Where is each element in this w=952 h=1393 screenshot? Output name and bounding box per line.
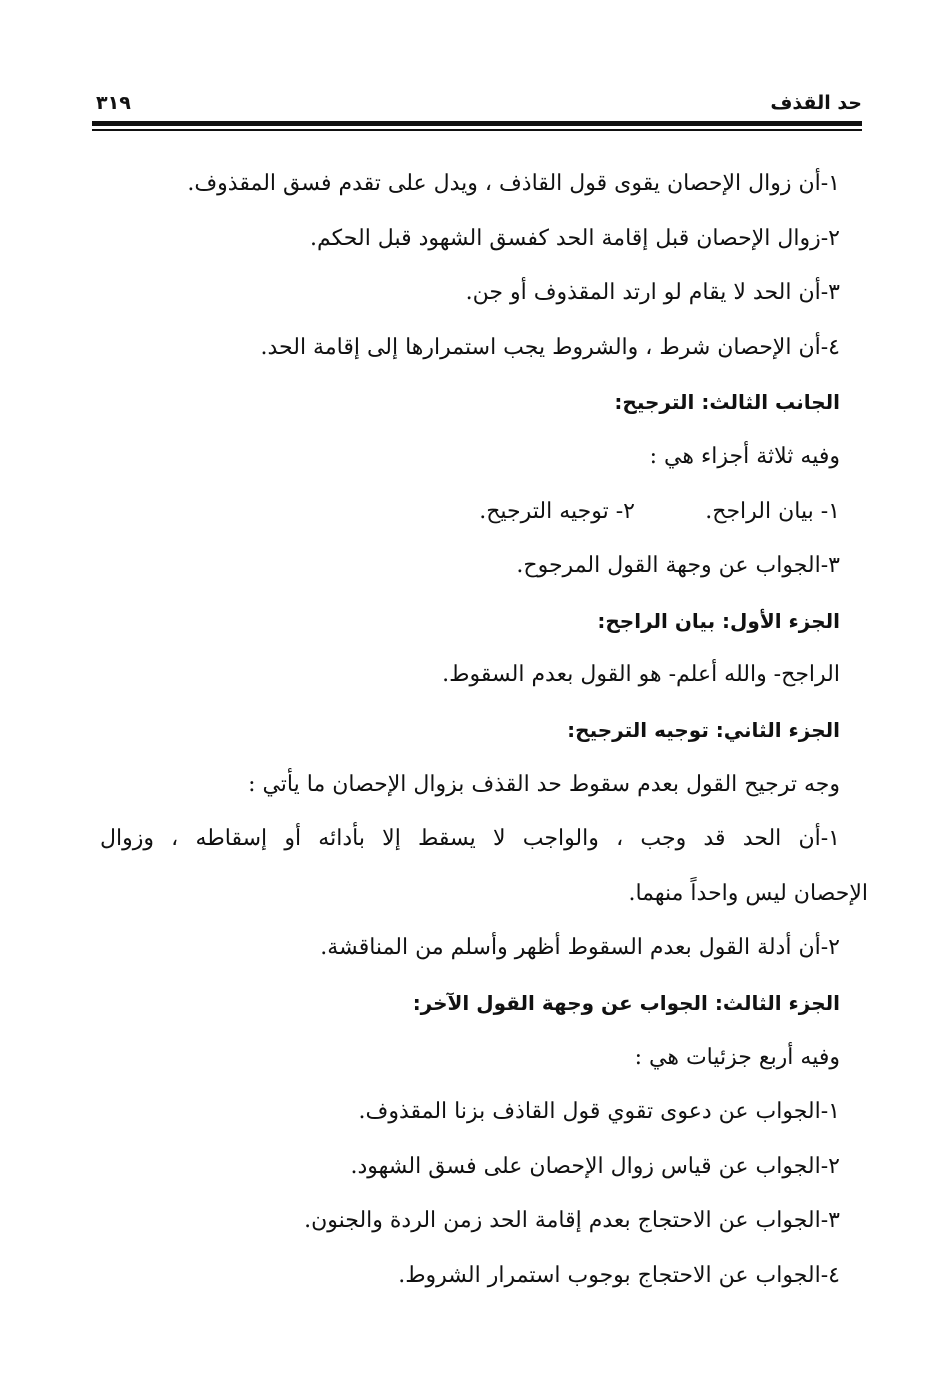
text-line: الراجح- والله أعلم- هو القول بعدم السقوط. xyxy=(442,662,840,688)
section-heading: الجزء الأول: بيان الراجح: xyxy=(597,608,840,633)
header-rule-thick xyxy=(92,121,862,126)
running-title: حد القذف xyxy=(770,92,862,114)
section-heading: الجانب الثالث: الترجيح: xyxy=(614,390,840,415)
two-column-list xyxy=(100,485,840,540)
text-line: ٤-الجواب عن الاحتجاج بوجوب استمرار الشروط. xyxy=(398,1262,840,1288)
page-body xyxy=(100,157,868,1303)
text-line: ٢-زوال الإحصان قبل إقامة الحد كفسق الشهود قبل الحكم. xyxy=(310,225,840,251)
text-line: ٣-الجواب عن الاحتجاج بعدم إقامة الحد زمن الردة والجنون. xyxy=(304,1208,840,1234)
section-heading: الجزء الثاني: توجيه الترجيح: xyxy=(567,717,840,742)
text-line: الإحصان ليس واحداً منهما. xyxy=(628,880,868,906)
text-line: ١-أن زوال الإحصان يقوى قول القاذف ، ويدل على تقدم فسق المقذوف. xyxy=(187,171,840,196)
text-line: ٢-أن أدلة القول بعدم السقوط أظهر وأسلم من المناقشة. xyxy=(320,935,840,961)
text-line: ٣-أن الحد لا يقام لو ارتد المقذوف أو جن. xyxy=(465,280,840,306)
text-line: وجه ترجيح القول بعدم سقوط حد القذف بزوال الإحصان ما يأتي : xyxy=(248,771,840,797)
page-number: ٣١٩ xyxy=(96,92,131,114)
section-heading: الجزء الثالث: الجواب عن وجهة القول الآخر: xyxy=(412,990,840,1015)
text-line: وفيه ثلاثة أجزاء هي : xyxy=(649,443,840,469)
page-header xyxy=(92,82,862,126)
text-line: ٣-الجواب عن وجهة القول المرجوح. xyxy=(516,553,840,579)
text-line: ٢-الجواب عن قياس زوال الإحصان على فسق الشهود. xyxy=(350,1153,840,1179)
list-item: ٢- توجيه الترجيح. xyxy=(479,498,635,524)
list-item: ١- بيان الراجح. xyxy=(705,498,840,524)
text-line: ١-أن الحد قد وجب ، والواجب لا يسقط إلا بأدائه أو إسقاطه ، وزوال xyxy=(100,826,840,852)
text-line: وفيه أربع جزئيات هي : xyxy=(634,1044,840,1070)
header-rule-thin xyxy=(92,129,862,131)
text-line: ٤-أن الإحصان شرط ، والشروط يجب استمرارها إلى إقامة الحد. xyxy=(260,334,840,360)
text-line: ١-الجواب عن دعوى تقوي قول القاذف بزنا المقذوف. xyxy=(358,1099,840,1125)
